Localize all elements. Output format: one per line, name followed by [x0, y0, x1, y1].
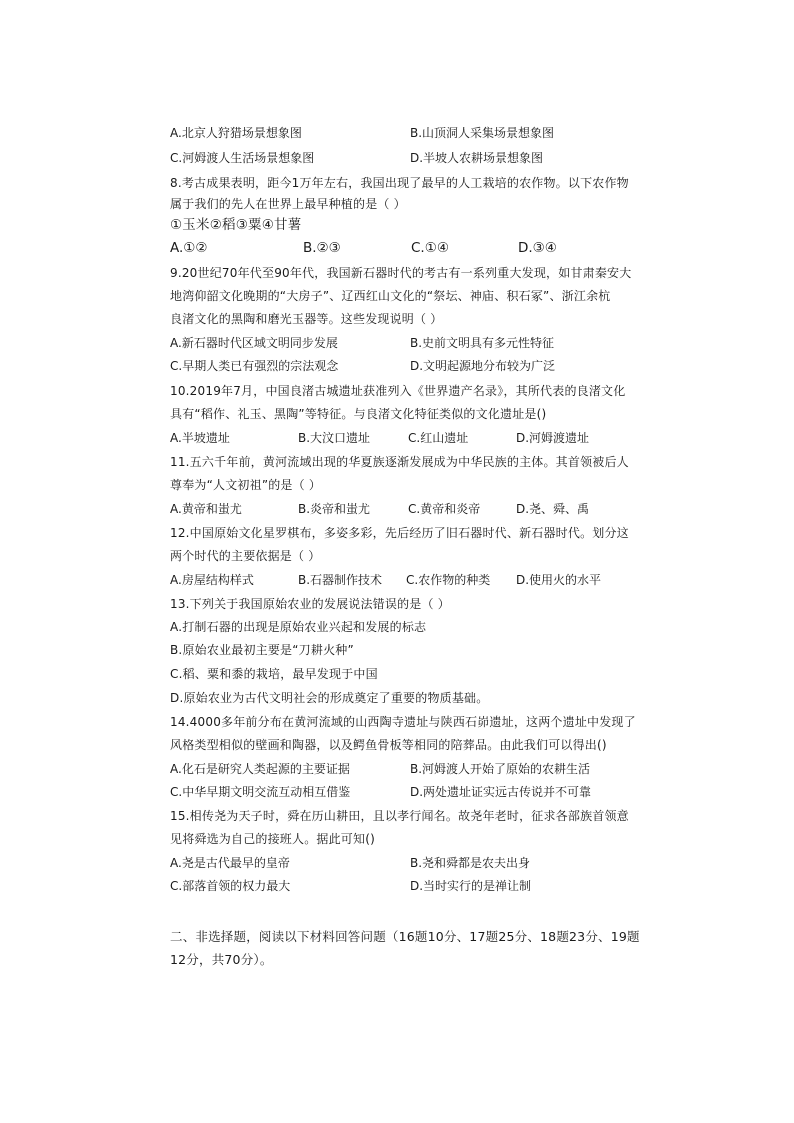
q10-option-c: C.红山遗址: [408, 431, 469, 445]
q12-option-a: A.房屋结构样式: [170, 573, 254, 587]
q12-stem-line1: 12.中国原始文化星罗棋布，多姿多彩，先后经历了旧石器时代、新石器时代。划分这: [170, 526, 629, 540]
q9-stem-line3: 良渚文化的黑陶和磨光玉器等。这些发现说明（ ）: [170, 312, 443, 326]
q8-items: ①玉米②稻③粟④甘薯: [170, 217, 302, 233]
q9-option-c: C.早期人类已有强烈的宗法观念: [170, 359, 339, 373]
q13-option-b: B.原始农业最初主要是“刀耕火种”: [170, 643, 354, 657]
q13-option-c: C.稻、粟和黍的栽培，最早发现于中国: [170, 667, 378, 681]
q12-stem-line2: 两个时代的主要依据是（ ）: [170, 549, 321, 563]
q11-option-b: B.炎帝和蚩尤: [298, 502, 371, 516]
q14-stem-line2: 风格类型相似的壁画和陶器，以及鳄鱼骨板等相同的陪葬品。由此我们可以得出(): [170, 738, 607, 752]
q12-option-b: B.石器制作技术: [298, 573, 383, 587]
q15-stem-line2: 见将舜选为自己的接班人。据此可知(): [170, 832, 375, 846]
q15-option-c: C.部落首领的权力最大: [170, 879, 291, 893]
q15-option-b: B.尧和舜都是农夫出身: [410, 856, 531, 870]
q10-option-a: A.半坡遗址: [170, 431, 230, 445]
q11-option-c: C.黄帝和炎帝: [408, 502, 481, 516]
q8-stem-line2: 属于我们的先人在世界上最早种植的是（ ）: [170, 197, 406, 211]
q12-option-c: C.农作物的种类: [406, 573, 491, 587]
q14-option-b: B.河姆渡人开始了原始的农耕生活: [410, 762, 591, 776]
q10-option-d: D.河姆渡遗址: [516, 431, 590, 445]
q8-option-a: A.①②: [170, 240, 208, 256]
q10-stem-line1: 10.2019年7月，中国良渚古城遗址获准列入《世界遗产名录》，其所代表的良渚文化: [170, 384, 626, 398]
q13-stem: 13.下列关于我国原始农业的发展说法错误的是（ ）: [170, 597, 450, 611]
q13-option-d: D.原始农业为古代文明社会的形成奠定了重要的物质基础。: [170, 691, 489, 705]
q14-stem-line1: 14.4000多年前分布在黄河流域的山西陶寺遗址与陕西石峁遗址，这两个遗址中发现了: [170, 715, 636, 729]
q9-option-a: A.新石器时代区域文明同步发展: [170, 336, 338, 350]
q11-stem-line2: 尊奉为“人文初祖”的是（ ）: [170, 478, 322, 492]
q11-stem-line1: 11.五六千年前，黄河流域出现的华夏族逐渐发展成为中华民族的主体。其首领被后人: [170, 455, 629, 469]
q9-stem-line1: 9.20世纪70年代至90年代，我国新石器时代的考古有一系列重大发现，如甘肃秦安大: [170, 266, 632, 280]
q15-stem-line1: 15.相传尧为天子时，舜在历山耕田，且以孝行闻名。故尧年老时，征求各部族首领意: [170, 809, 629, 823]
q9-stem-line2: 地湾仰韶文化晚期的“大房子”、辽西红山文化的“祭坛、神庙、积石冢”、浙江余杭: [170, 289, 611, 303]
q7-option-d: D.半坡人农耕场景想象图: [410, 151, 544, 165]
q11-option-d: D.尧、舜、禹: [516, 502, 590, 516]
q7-option-c: C.河姆渡人生活场景想象图: [170, 151, 315, 165]
q14-option-a: A.化石是研究人类起源的主要证据: [170, 762, 350, 776]
q14-option-c: C.中华早期文明交流互动相互借鉴: [170, 785, 351, 799]
q8-option-d: D.③④: [518, 240, 557, 256]
q12-option-d: D.使用火的水平: [516, 573, 602, 587]
q10-option-b: B.大汶口遗址: [298, 431, 371, 445]
q11-option-a: A.黄帝和蚩尤: [170, 502, 242, 516]
section2-heading-line1: 二、非选择题，阅读以下材料回答问题（16题10分、17题25分、18题23分、19题: [170, 929, 640, 944]
q15-option-d: D.当时实行的是禅让制: [410, 879, 532, 893]
q8-stem-line1: 8.考古成果表明，距今1万年左右，我国出现了最早的人工栽培的农作物。以下农作物: [170, 176, 629, 190]
q14-option-d: D.两处遗址证实远古传说并不可靠: [410, 785, 592, 799]
section2-heading-line2: 12分，共70分）。: [170, 952, 273, 967]
q7-option-a: A.北京人狩猎场景想象图: [170, 126, 302, 140]
q15-option-a: A.尧是古代最早的皇帝: [170, 856, 290, 870]
q9-option-d: D.文明起源地分布较为广泛: [410, 359, 556, 373]
q8-option-b: B.②③: [303, 240, 341, 256]
q7-option-b: B.山顶洞人采集场景想象图: [410, 126, 555, 140]
q13-option-a: A.打制石器的出现是原始农业兴起和发展的标志: [170, 620, 427, 634]
q10-stem-line2: 具有“稻作、礼玉、黑陶”等特征。与良渚文化特征类似的文化遗址是(): [170, 407, 547, 421]
q8-option-c: C.①④: [411, 240, 449, 256]
q9-option-b: B.史前文明具有多元性特征: [410, 336, 555, 350]
